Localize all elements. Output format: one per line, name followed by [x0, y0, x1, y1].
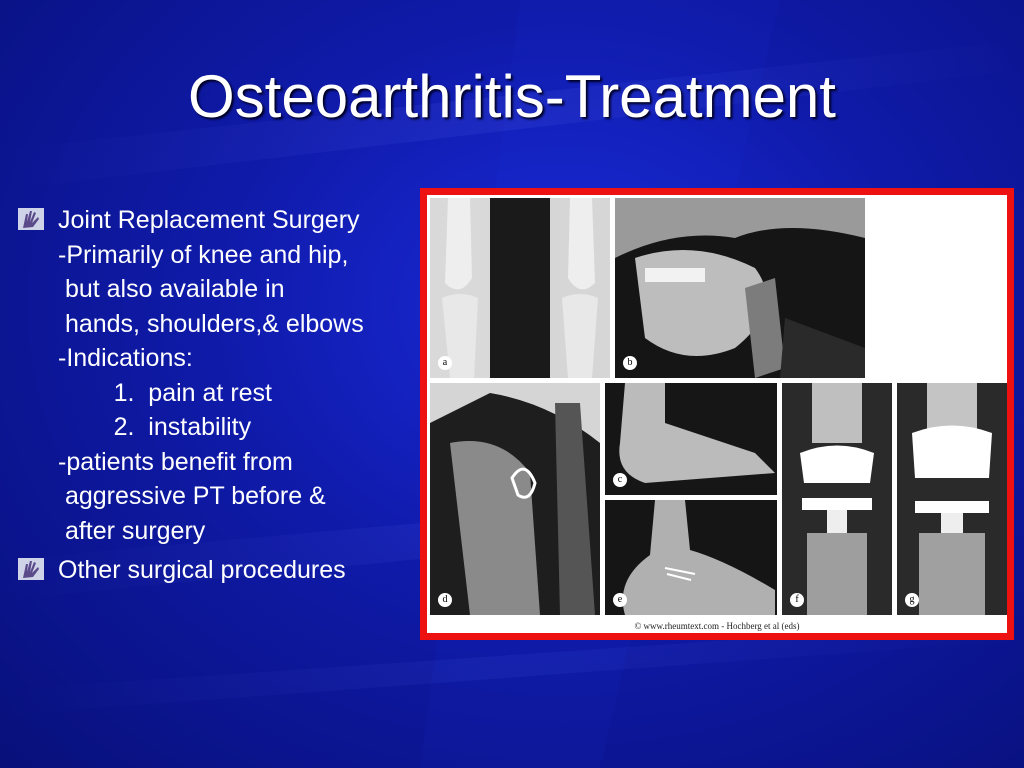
bullet-line: hands, shoulders,& elbows — [58, 309, 364, 338]
bullet-line: -Primarily of knee and hip, — [58, 240, 349, 269]
panel-label-e: e — [613, 593, 627, 607]
xray-hand-icon — [18, 553, 48, 587]
bullet-line: aggressive PT before & — [58, 482, 326, 510]
panel-label-b: b — [623, 356, 637, 370]
xray-panel-f — [782, 383, 892, 615]
panel-label-c: c — [613, 473, 627, 487]
bullet-list — [18, 203, 418, 588]
xray-figure — [420, 188, 1014, 640]
bullet-line: but also available in — [58, 275, 285, 303]
panel-label-g: g — [905, 593, 919, 607]
panel-label-d: d — [438, 593, 452, 607]
xray-panel-g — [897, 383, 1007, 615]
bullet-other-procedures — [18, 553, 418, 588]
bullet-line: after surgery — [58, 516, 206, 545]
xray-panel-c — [605, 383, 777, 495]
xray-panel-d — [430, 383, 600, 615]
figure-caption: © www.rheumtext.com - Hochberg et al (eds) — [634, 621, 800, 631]
bullet-line: -Indications: — [58, 344, 193, 372]
xray-panel-a — [430, 198, 610, 378]
panel-label-f: f — [790, 593, 804, 607]
bullet-line: Other surgical procedures — [58, 556, 346, 584]
xray-hand-icon — [18, 203, 48, 237]
bullet-line: -patients benefit from — [58, 447, 293, 476]
bullet-line: Joint Replacement Surgery — [58, 206, 360, 234]
bullet-joint-replacement — [18, 203, 418, 548]
panel-label-a: a — [438, 356, 452, 370]
bullet-line: 2. instability — [58, 413, 252, 441]
bullet-line: 1. pain at rest — [58, 378, 272, 407]
xray-panel-b — [615, 198, 865, 378]
xray-panel-e — [605, 500, 777, 615]
slide-title: Osteoarthritis-Treatment — [188, 63, 836, 130]
